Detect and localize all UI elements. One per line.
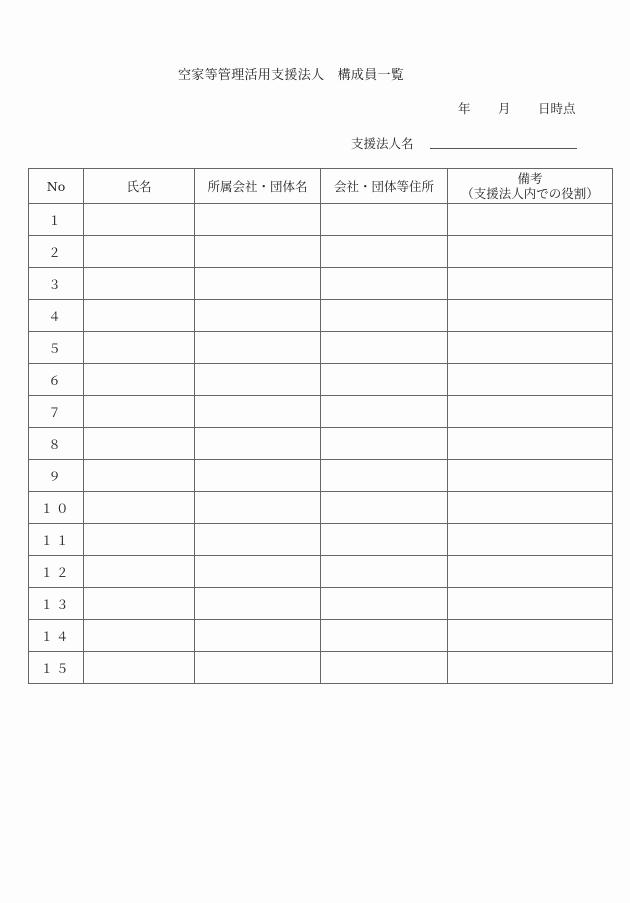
table-row: [29, 524, 613, 556]
year-label: 年: [458, 101, 471, 116]
row-number: １０: [29, 492, 84, 524]
org-name-field[interactable]: [430, 148, 577, 149]
header-remarks-subtitle: （支援法人内での役割）: [461, 186, 599, 201]
address-cell[interactable]: [321, 428, 448, 460]
table-row: [29, 332, 613, 364]
address-cell[interactable]: [321, 332, 448, 364]
row-number: ２: [29, 236, 84, 268]
row-number: １５: [29, 652, 84, 684]
name-cell[interactable]: [84, 268, 195, 300]
name-cell[interactable]: [84, 236, 195, 268]
remarks-cell[interactable]: [448, 300, 613, 332]
affiliation-cell[interactable]: [195, 300, 321, 332]
row-number: １２: [29, 556, 84, 588]
row-number: ４: [29, 300, 84, 332]
name-cell[interactable]: [84, 556, 195, 588]
remarks-cell[interactable]: [448, 236, 613, 268]
header-remarks: [448, 169, 613, 204]
table-row: [29, 492, 613, 524]
address-cell[interactable]: [321, 492, 448, 524]
remarks-cell[interactable]: [448, 620, 613, 652]
row-number: ８: [29, 428, 84, 460]
address-cell[interactable]: [321, 556, 448, 588]
remarks-cell[interactable]: [448, 428, 613, 460]
address-cell[interactable]: [321, 268, 448, 300]
header-name: 氏名: [84, 169, 195, 204]
row-number: １１: [29, 524, 84, 556]
table-row: [29, 428, 613, 460]
remarks-cell[interactable]: [448, 492, 613, 524]
name-cell[interactable]: [84, 300, 195, 332]
table-row: [29, 460, 613, 492]
name-cell[interactable]: [84, 428, 195, 460]
address-cell[interactable]: [321, 588, 448, 620]
table-row: [29, 236, 613, 268]
row-number: ６: [29, 364, 84, 396]
table-row: [29, 300, 613, 332]
day-label: 日時点: [538, 101, 576, 116]
affiliation-cell[interactable]: [195, 492, 321, 524]
remarks-cell[interactable]: [448, 652, 613, 684]
remarks-cell[interactable]: [448, 364, 613, 396]
affiliation-cell[interactable]: [195, 588, 321, 620]
affiliation-cell[interactable]: [195, 524, 321, 556]
affiliation-cell[interactable]: [195, 556, 321, 588]
affiliation-cell[interactable]: [195, 332, 321, 364]
header-row: [29, 169, 613, 204]
row-number: ９: [29, 460, 84, 492]
remarks-cell[interactable]: [448, 556, 613, 588]
remarks-cell[interactable]: [448, 588, 613, 620]
row-number: ７: [29, 396, 84, 428]
header-remarks-title: 備考: [517, 171, 543, 186]
month-label: 月: [498, 101, 511, 116]
name-cell[interactable]: [84, 364, 195, 396]
affiliation-cell[interactable]: [195, 620, 321, 652]
table-row: [29, 268, 613, 300]
remarks-cell[interactable]: [448, 268, 613, 300]
affiliation-cell[interactable]: [195, 428, 321, 460]
address-cell[interactable]: [321, 652, 448, 684]
address-cell[interactable]: [321, 236, 448, 268]
remarks-cell[interactable]: [448, 460, 613, 492]
name-cell[interactable]: [84, 396, 195, 428]
table-row: [29, 556, 613, 588]
table-row: [29, 652, 613, 684]
name-cell[interactable]: [84, 588, 195, 620]
address-cell[interactable]: [321, 620, 448, 652]
header-address: 会社・団体等住所: [321, 169, 448, 204]
table-row: [29, 620, 613, 652]
address-cell[interactable]: [321, 300, 448, 332]
table-row: [29, 364, 613, 396]
address-cell[interactable]: [321, 364, 448, 396]
row-number: ３: [29, 268, 84, 300]
row-number: １３: [29, 588, 84, 620]
table-row: [29, 204, 613, 236]
remarks-cell[interactable]: [448, 204, 613, 236]
affiliation-cell[interactable]: [195, 652, 321, 684]
affiliation-cell[interactable]: [195, 460, 321, 492]
members-table: [28, 168, 613, 684]
address-cell[interactable]: [321, 460, 448, 492]
address-cell[interactable]: [321, 524, 448, 556]
affiliation-cell[interactable]: [195, 268, 321, 300]
name-cell[interactable]: [84, 332, 195, 364]
row-number: １４: [29, 620, 84, 652]
name-cell[interactable]: [84, 620, 195, 652]
name-cell[interactable]: [84, 492, 195, 524]
remarks-cell[interactable]: [448, 332, 613, 364]
name-cell[interactable]: [84, 460, 195, 492]
affiliation-cell[interactable]: [195, 396, 321, 428]
remarks-cell[interactable]: [448, 524, 613, 556]
name-cell[interactable]: [84, 652, 195, 684]
header-no: No: [29, 169, 84, 204]
remarks-cell[interactable]: [448, 396, 613, 428]
address-cell[interactable]: [321, 204, 448, 236]
document-title: 空家等管理活用支援法人 構成員一覧: [178, 68, 405, 83]
row-number: ５: [29, 332, 84, 364]
affiliation-cell[interactable]: [195, 236, 321, 268]
header-affiliation: 所属会社・団体名: [195, 169, 321, 204]
affiliation-cell[interactable]: [195, 204, 321, 236]
row-number: １: [29, 204, 84, 236]
org-name-label: 支援法人名: [351, 136, 414, 151]
table-row: [29, 588, 613, 620]
name-cell[interactable]: [84, 204, 195, 236]
table-row: [29, 396, 613, 428]
name-cell[interactable]: [84, 524, 195, 556]
address-cell[interactable]: [321, 396, 448, 428]
affiliation-cell[interactable]: [195, 364, 321, 396]
